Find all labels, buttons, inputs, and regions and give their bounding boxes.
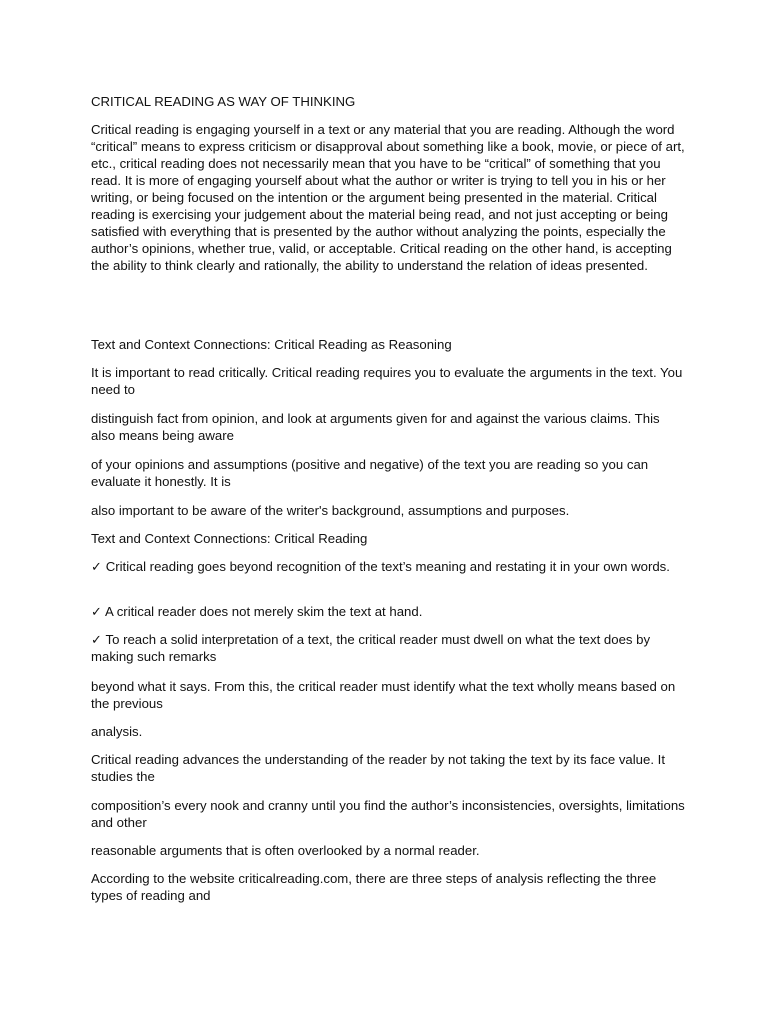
bullet-not-skim: ✓ A critical reader does not merely skim the text at hand. — [91, 604, 423, 619]
paragraph-reasonable-arguments: reasonable arguments that is often overlooked by a normal reader. — [91, 843, 480, 858]
paragraph-three-steps: According to the website criticalreading.com, there are three steps of analysis reflecting the three types of reading and — [91, 871, 657, 903]
intro-paragraph: Critical reading is engaging yourself in a text or any material that you are reading. Although the word “critical” means to express criticism or disapproval about something like a book, movie, or piece of art, etc., critical reading does not necessarily mean that you have to be “critical” of something that you read. It is more of engaging yourself about what the author or writer is trying to tell you in his or her writing, or being focused on the intention or the argument being presented in the material. Critical reading is exercising your judgement about the material being read, and not just accepting or being satisfied with everything that is presented by the author without analyzing the points, especially the author’s opinions, whether true, valid, or acceptable. Critical reading on the other hand, is accepting the ability to think clearly and rationally, the ability to understand the relation of ideas presented. — [91, 122, 685, 273]
bullet-solid-interpretation: ✓ To reach a solid interpretation of a text, the critical reader must dwell on what the text does by making such remarks — [91, 632, 651, 664]
paragraph-advances-understanding: Critical reading advances the understanding of the reader by not taking the text by its face value. It studies the — [91, 752, 665, 784]
bullet-beyond-recognition: ✓ Critical reading goes beyond recognition of the text’s meaning and restating it in your own words. — [91, 559, 670, 574]
paragraph-beyond-what-it-says: beyond what it says. From this, the critical reader must identify what the text wholly means based on the previous — [91, 679, 676, 711]
paragraph-read-critically: It is important to read critically. Critical reading requires you to evaluate the arguments in the text. You need to — [91, 365, 683, 397]
paragraph-analysis: analysis. — [91, 724, 143, 739]
section-heading-reasoning: Text and Context Connections: Critical Reading as Reasoning — [91, 337, 452, 352]
paragraph-fact-opinion: distinguish fact from opinion, and look at arguments given for and against the various claims. This also means being aware — [91, 411, 660, 443]
section-heading-critical-reading: Text and Context Connections: Critical Reading — [91, 531, 368, 546]
paragraph-composition: composition’s every nook and cranny until you find the author’s inconsistencies, oversights, limitations and other — [91, 798, 685, 830]
document-title: CRITICAL READING AS WAY OF THINKING — [91, 94, 356, 109]
paragraph-writer-background: also important to be aware of the writer's background, assumptions and purposes. — [91, 503, 570, 518]
paragraph-assumptions: of your opinions and assumptions (positive and negative) of the text you are reading so you can evaluate it honestly. It is — [91, 457, 649, 489]
